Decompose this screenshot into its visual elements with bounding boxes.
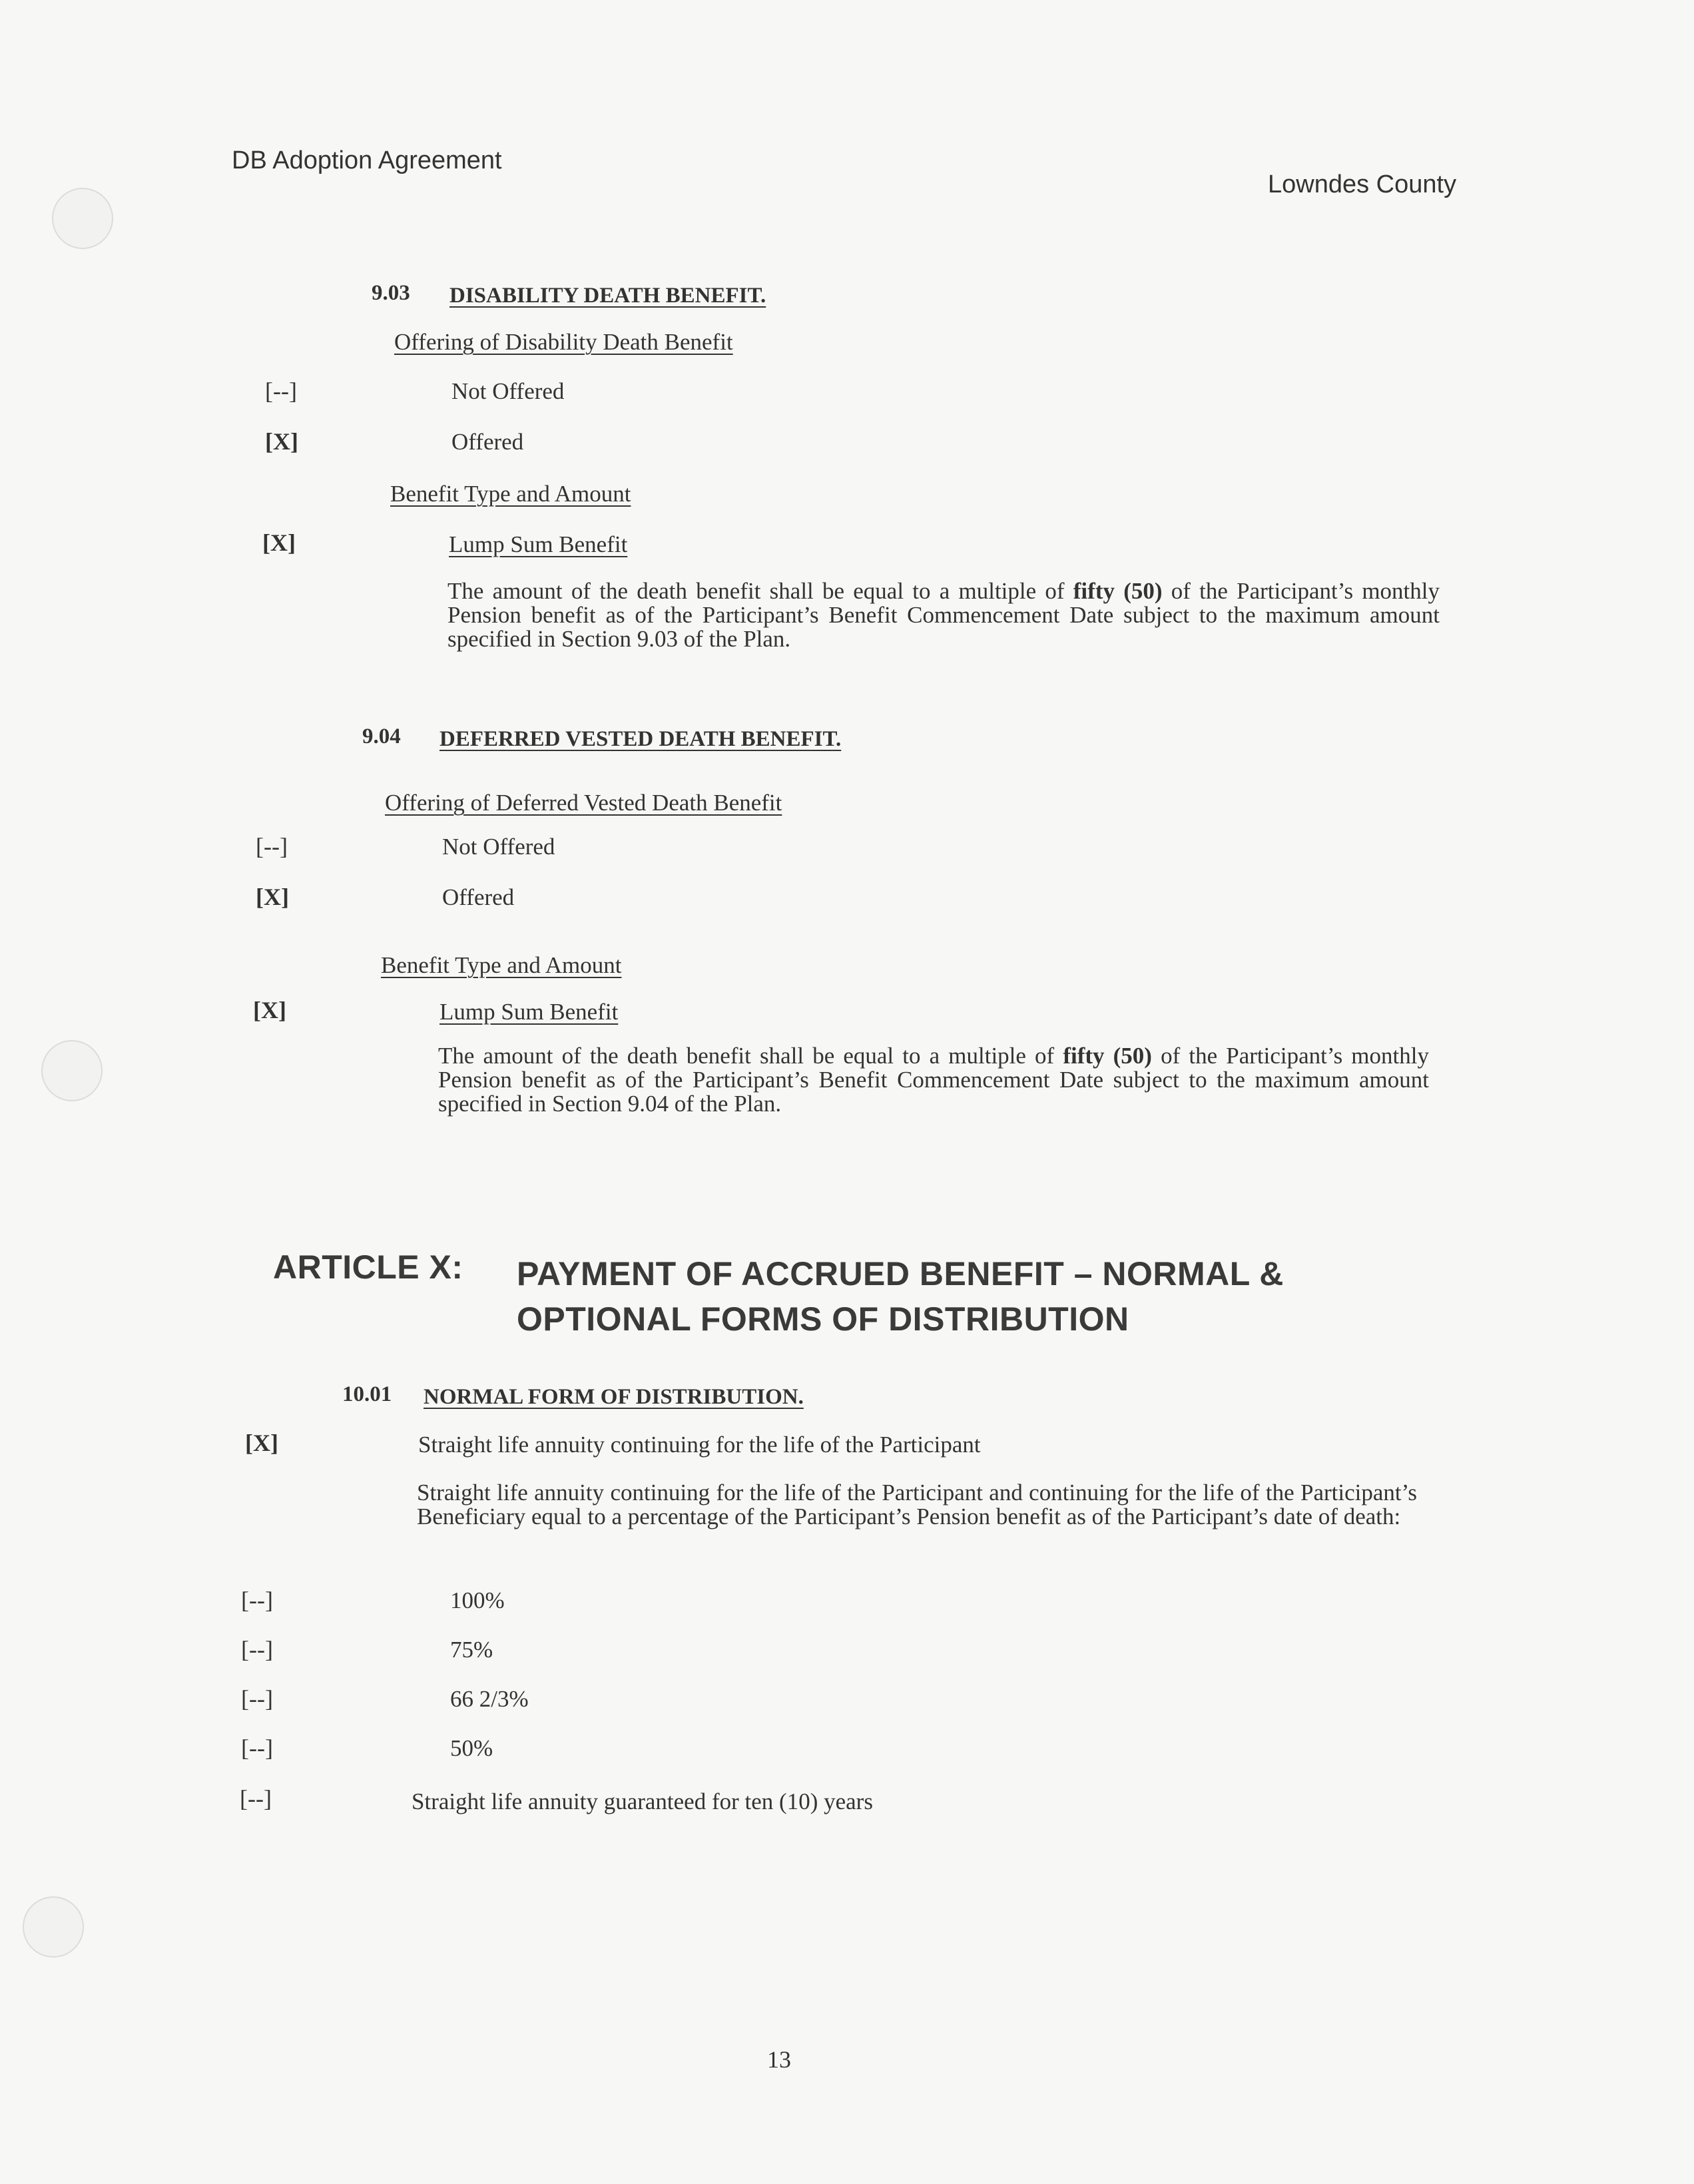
option-label: Straight life annuity guaranteed for ten (10) years <box>412 1788 873 1814</box>
offering-label: Offering of Deferred Vested Death Benefit <box>385 790 782 816</box>
article-title-line1: PAYMENT OF ACCRUED BENEFIT – NORMAL & <box>517 1255 1284 1292</box>
checkbox-mark: [X] <box>256 884 289 910</box>
para-text: of the Participant’s monthly Pension benefit as of the Participant’s Benefit Commencement Date subject to the maximum amount specified in Section 9.04 of the Plan. <box>438 1043 1429 1117</box>
section-title: DISABILITY DEATH BENEFIT. <box>449 284 766 308</box>
benefit-paragraph <box>438 1044 1429 1116</box>
para-text: The amount of the death benefit shall be equal to a multiple of <box>447 578 1073 604</box>
option-label: 75% <box>450 1637 493 1663</box>
checkbox-mark: [X] <box>262 529 296 556</box>
option-label: Not Offered <box>451 378 565 404</box>
section-number: 10.01 <box>342 1382 392 1406</box>
checkbox-mark: [--] <box>265 378 297 404</box>
option-label: 50% <box>450 1735 493 1761</box>
section-number: 9.03 <box>372 281 410 305</box>
checkbox-mark: [X] <box>253 997 286 1023</box>
para-text: The amount of the death benefit shall be equal to a multiple of <box>438 1043 1063 1069</box>
section-title: NORMAL FORM OF DISTRIBUTION. <box>424 1385 804 1409</box>
header-right: Lowndes County <box>1268 170 1457 198</box>
checkbox-mark: [--] <box>241 1735 273 1761</box>
option-label: Offered <box>442 884 515 910</box>
joint-annuity-paragraph: Straight life annuity continuing for the life of the Participant and continuing for the life of the Participant’s Beneficiary equal to a percentage of the Participant’s Pension benefit as of the Participant’s date of death: <box>417 1480 1417 1530</box>
header-left: DB Adoption Agreement <box>232 146 502 174</box>
para-text: of the Participant’s monthly Pension benefit as of the Participant’s Benefit Commencement Date subject to the maximum amount specified in Section 9.03 of the Plan. <box>447 578 1440 653</box>
benefit-type: Lump Sum Benefit <box>439 999 619 1025</box>
checkbox-mark: [--] <box>241 1636 273 1663</box>
checkbox-mark: [X] <box>245 1430 278 1456</box>
benefit-type-label: Benefit Type and Amount <box>390 481 631 507</box>
option-label: Not Offered <box>442 834 555 860</box>
checkbox-mark: [--] <box>256 833 288 860</box>
article-title-line2: OPTIONAL FORMS OF DISTRIBUTION <box>517 1300 1129 1338</box>
article-label: ARTICLE X: <box>273 1248 463 1286</box>
para-bold-amount: fifty (50) <box>1073 578 1163 604</box>
benefit-paragraph <box>447 579 1440 651</box>
punch-hole-bottom <box>23 1896 84 1958</box>
benefit-type: Lump Sum Benefit <box>449 531 628 557</box>
punch-hole-middle <box>41 1040 103 1101</box>
checkbox-mark: [X] <box>265 428 298 455</box>
offering-label: Offering of Disability Death Benefit <box>394 329 733 355</box>
option-label: Offered <box>451 429 524 455</box>
section-title: DEFERRED VESTED DEATH BENEFIT. <box>439 727 842 751</box>
para-bold-amount: fifty (50) <box>1063 1043 1152 1069</box>
option-label: 100% <box>450 1587 505 1613</box>
page-number: 13 <box>767 2046 791 2073</box>
checkbox-mark: [--] <box>241 1685 273 1712</box>
option-label: 66 2/3% <box>450 1686 529 1712</box>
section-number: 9.04 <box>362 724 401 748</box>
option-label: Straight life annuity continuing for the life of the Participant <box>418 1432 981 1458</box>
checkbox-mark: [--] <box>240 1785 272 1812</box>
benefit-type-label: Benefit Type and Amount <box>381 952 622 978</box>
checkbox-mark: [--] <box>241 1587 273 1613</box>
punch-hole-top <box>52 188 113 249</box>
